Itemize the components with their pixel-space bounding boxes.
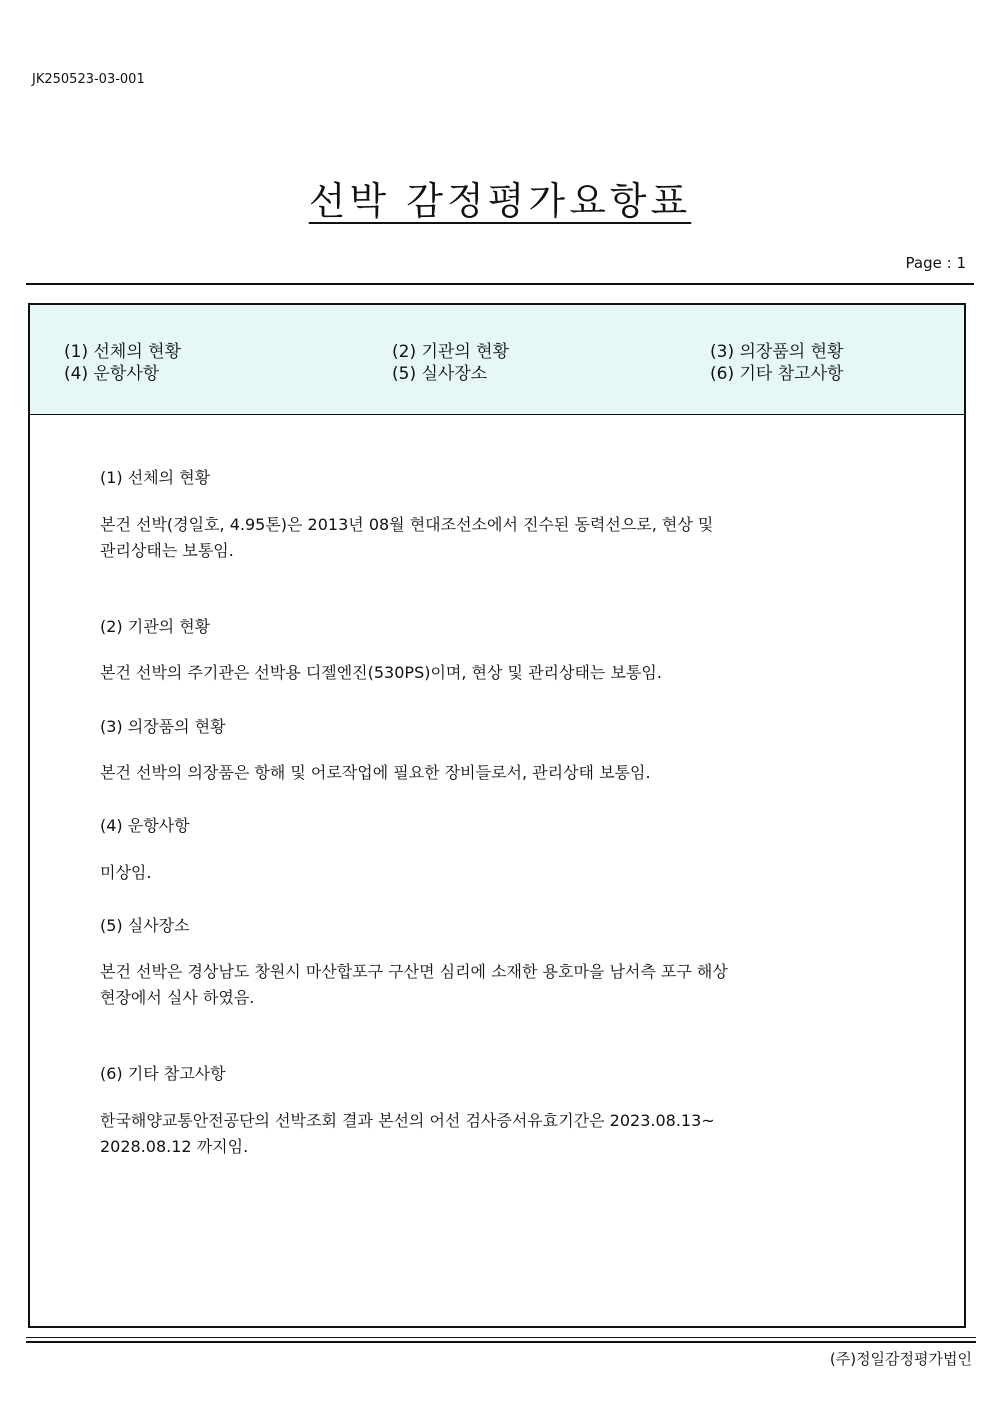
- section-1-heading: (1) 선체의 현황: [100, 468, 211, 487]
- section-1-line-1: 본건 선박(경일호, 4.95톤)은 2013년 08월 현대조선소에서 진수된 동력선으로, 현상 및: [100, 515, 714, 534]
- section-2-heading: (2) 기관의 현황: [100, 617, 211, 636]
- section-3-body: [100, 760, 651, 786]
- content-box: [28, 303, 966, 1328]
- toc-item-4: (4) 운항사항: [64, 364, 160, 384]
- footer-company: (주)정일감정평가법인: [829, 1350, 972, 1368]
- section-5-body: [100, 959, 728, 1011]
- section-5-heading: (5) 실사장소: [100, 916, 190, 935]
- toc-item-5: (5) 실사장소: [392, 364, 488, 384]
- section-2-body: [100, 660, 662, 686]
- table-of-contents: [30, 305, 964, 415]
- section-3-heading: (3) 의장품의 현황: [100, 717, 226, 736]
- section-4-heading: (4) 운항사항: [100, 816, 190, 835]
- section-3-line-1: 본건 선박의 의장품은 항해 및 어로작업에 필요한 장비들로서, 관리상태 보통임.: [100, 763, 651, 782]
- document-title: [0, 170, 1000, 225]
- section-5-line-2: 현장에서 실사 하였음.: [100, 988, 255, 1007]
- toc-item-1: (1) 선체의 현황: [64, 342, 181, 362]
- section-1-body: [100, 512, 713, 564]
- toc-item-6: (6) 기타 참고사항: [710, 364, 844, 384]
- bottom-rule-thick: [26, 1341, 976, 1343]
- top-rule: [26, 283, 974, 285]
- document-id: JK250523-03-001: [32, 72, 145, 87]
- section-5-line-1: 본건 선박은 경상남도 창원시 마산합포구 구산면 심리에 소재한 용호마을 남서측 포구 해상: [100, 962, 728, 981]
- document-title-text: 선박 감정평가요항표: [308, 179, 692, 223]
- section-1-line-2: 관리상태는 보통임.: [100, 541, 234, 560]
- section-2-line-1: 본건 선박의 주기관은 선박용 디젤엔진(530PS)이며, 현상 및 관리상태는 보통임.: [100, 663, 662, 682]
- page-number: Page : 1: [905, 254, 966, 272]
- bottom-rule-thin: [26, 1337, 976, 1338]
- toc-item-2: (2) 기관의 현황: [392, 342, 509, 362]
- toc-item-3: (3) 의장품의 현황: [710, 342, 844, 362]
- section-4-body: [100, 860, 151, 886]
- section-4-line-1: 미상임.: [100, 863, 152, 882]
- section-6-line-1: 한국해양교통안전공단의 선박조회 결과 본선의 어선 검사증서유효기간은 2023.08.13~: [100, 1111, 715, 1130]
- section-6-line-2: 2028.08.12 까지임.: [100, 1137, 249, 1156]
- section-6-heading: (6) 기타 참고사항: [100, 1064, 226, 1083]
- section-6-body: [100, 1108, 715, 1160]
